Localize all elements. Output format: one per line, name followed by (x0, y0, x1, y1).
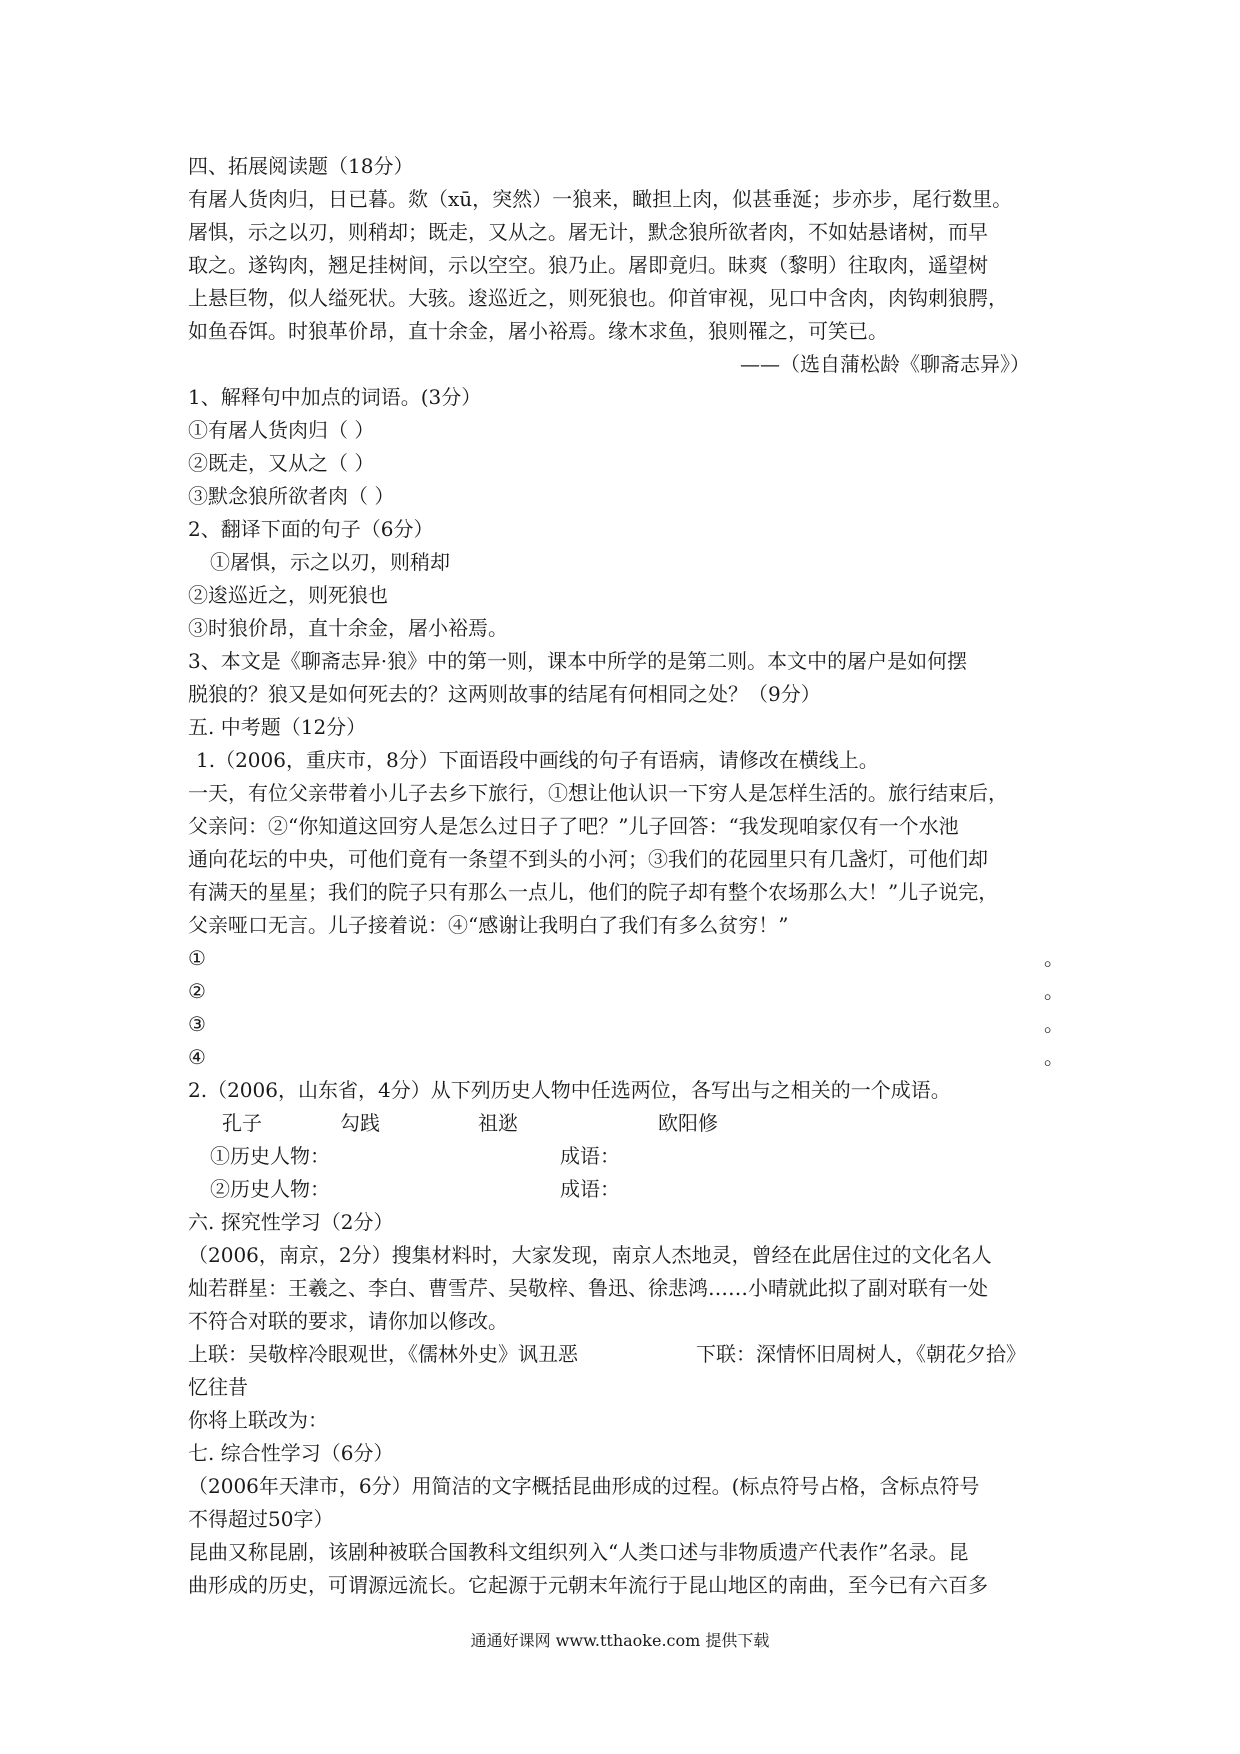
answer-blank-row (188, 975, 1068, 1008)
s5-q2-prompt: 2.（2006，山东省，4分）从下列历史人物中任选两位，各写出与之相关的一个成语。 (188, 1078, 951, 1102)
answer-pair-row (188, 1140, 1068, 1173)
answer-pair-row (188, 1173, 1068, 1206)
blank-marker: ① (188, 946, 206, 970)
historical-name: 祖逖 (478, 1111, 518, 1135)
passage-line: 取之。遂钩肉，翘足挂树间，示以空空。狼乃止。屠即竟归。昧爽（黎明）往取肉，遥望树 (188, 253, 988, 277)
upper-couplet: 上联：吴敬梓冷眼观世，《儒林外史》讽丑恶 (188, 1342, 578, 1366)
q1-item: ③默念狼所欲者肉（ ） (188, 484, 395, 508)
answer-blank-row (188, 1008, 1068, 1041)
passage-line: 上悬巨物，似人缢死状。大骇。逡巡近之，则死狼也。仰首审视，见口中含肉，肉钩刺狼腭， (188, 286, 1008, 310)
historical-name: 孔子 (222, 1111, 262, 1135)
idiom-label: 成语： (560, 1177, 620, 1201)
s6-line: 灿若群星：王羲之、李白、曹雪芹、吴敬梓、鲁迅、徐悲鸿……小晴就此拟了副对联有一处 (188, 1276, 988, 1300)
s5-q1-prompt: 1.（2006，重庆市，8分）下面语段中画线的句子有语病，请修改在横线上。 (196, 748, 879, 772)
s6-line: 不符合对联的要求，请你加以修改。 (188, 1309, 508, 1333)
q2-item: ③时狼价昂，直十余金，屠小裕焉。 (188, 616, 508, 640)
s5-passage-line: 父亲哑口无言。儿子接着说：④“感谢让我明白了我们有多么贫穷！” (188, 913, 789, 937)
s7-line: 曲形成的历史，可谓源远流长。它起源于元朝末年流行于昆山地区的南曲，至今已有六百多 (188, 1573, 988, 1597)
answer-blank-row (188, 942, 1068, 975)
section7-heading: 七. 综合性学习（6分） (188, 1441, 394, 1465)
s6-line: （2006，南京，2分）搜集材料时，大家发现，南京人杰地灵，曾经在此居住过的文化名人 (188, 1243, 992, 1267)
answer-blank-row (188, 1041, 1068, 1074)
passage-line: 屠惧，示之以刃，则稍却；既走，又从之。屠无计，默念狼所欲者肉，不如姑悬诸树，而早 (188, 220, 988, 244)
s5-passage-line: 通向花坛的中央，可他们竟有一条望不到头的小河；③我们的花园里只有几盏灯，可他们却 (188, 847, 988, 871)
blank-end: 。 (1044, 1045, 1064, 1069)
q2-item: ①屠惧，示之以刃，则稍却 (210, 550, 450, 574)
s5-passage-line: 父亲问：②“你知道这回穷人是怎么过日子了吧？”儿子回答：“我发现咱家仅有一个水池 (188, 814, 959, 838)
idiom-label: 成语： (560, 1144, 620, 1168)
historical-name: 欧阳修 (658, 1111, 718, 1135)
answer-prompt: 你将上联改为： (188, 1408, 328, 1432)
blank-marker: ② (188, 979, 206, 1003)
q2-prompt: 2、翻译下面的句子（6分） (188, 517, 434, 541)
passage-source: ——（选自蒲松龄《聊斋志异》） (740, 352, 1030, 376)
s7-line: 不得超过50字） (188, 1507, 334, 1531)
s5-passage-line: 一天，有位父亲带着小儿子去乡下旅行，①想让他认识一下穷人是怎样生活的。旅行结束后， (188, 781, 1008, 805)
s7-line: （2006年天津市，6分）用简洁的文字概括昆曲形成的过程。(标点符号占格，含标点符号 (188, 1474, 980, 1498)
q3-line: 脱狼的？狼又是如何死去的？这两则故事的结尾有何相同之处？（9分） (188, 682, 821, 706)
q1-item: ①有屠人货肉归（ ） (188, 418, 375, 442)
lower-couplet-continued: 忆往昔 (188, 1375, 248, 1399)
historical-name: 勾践 (340, 1111, 380, 1135)
passage-line: 有屠人货肉归，日已暮。欻（xū，突然）一狼来，瞰担上肉，似甚垂涎；步亦步，尾行数里。 (188, 187, 1013, 211)
blank-end: 。 (1044, 946, 1064, 970)
blank-marker: ③ (188, 1012, 206, 1036)
s7-line: 昆曲又称昆剧，该剧种被联合国教科文组织列入“人类口述与非物质遗产代表作”名录。昆 (188, 1540, 969, 1564)
lower-couplet: 下联：深情怀旧周树人，《朝花夕拾》 (696, 1342, 1026, 1366)
section6-heading: 六. 探究性学习（2分） (188, 1210, 394, 1234)
page-footer: 通通好课网 www.tthaoke.com 提供下载 (470, 1631, 770, 1650)
section5-heading: 五. 中考题（12分） (188, 715, 367, 739)
q3-line: 3、本文是《聊斋志异·狼》中的第一则，课本中所学的是第二则。本文中的屠户是如何摆 (188, 649, 968, 673)
person-label: ①历史人物： (210, 1144, 330, 1168)
historical-names-row (188, 1107, 1068, 1140)
passage-line: 如鱼吞饵。时狼革价昂，直十余金，屠小裕焉。缘木求鱼，狼则罹之，可笑已。 (188, 319, 888, 343)
s5-passage-line: 有满天的星星；我们的院子只有那么一点儿，他们的院子却有整个农场那么大！”儿子说完， (188, 880, 999, 904)
q2-item: ②逡巡近之，则死狼也 (188, 583, 388, 607)
document-page (188, 150, 1068, 1602)
couplet-row (188, 1338, 1068, 1371)
q1-prompt: 1、解释句中加点的词语。(3分） (188, 385, 482, 409)
person-label: ②历史人物： (210, 1177, 330, 1201)
section4-heading: 四、拓展阅读题（18分） (188, 154, 414, 178)
blank-end: 。 (1044, 979, 1064, 1003)
blank-marker: ④ (188, 1045, 206, 1069)
blank-end: 。 (1044, 1012, 1064, 1036)
q1-item: ②既走，又从之（ ） (188, 451, 375, 475)
